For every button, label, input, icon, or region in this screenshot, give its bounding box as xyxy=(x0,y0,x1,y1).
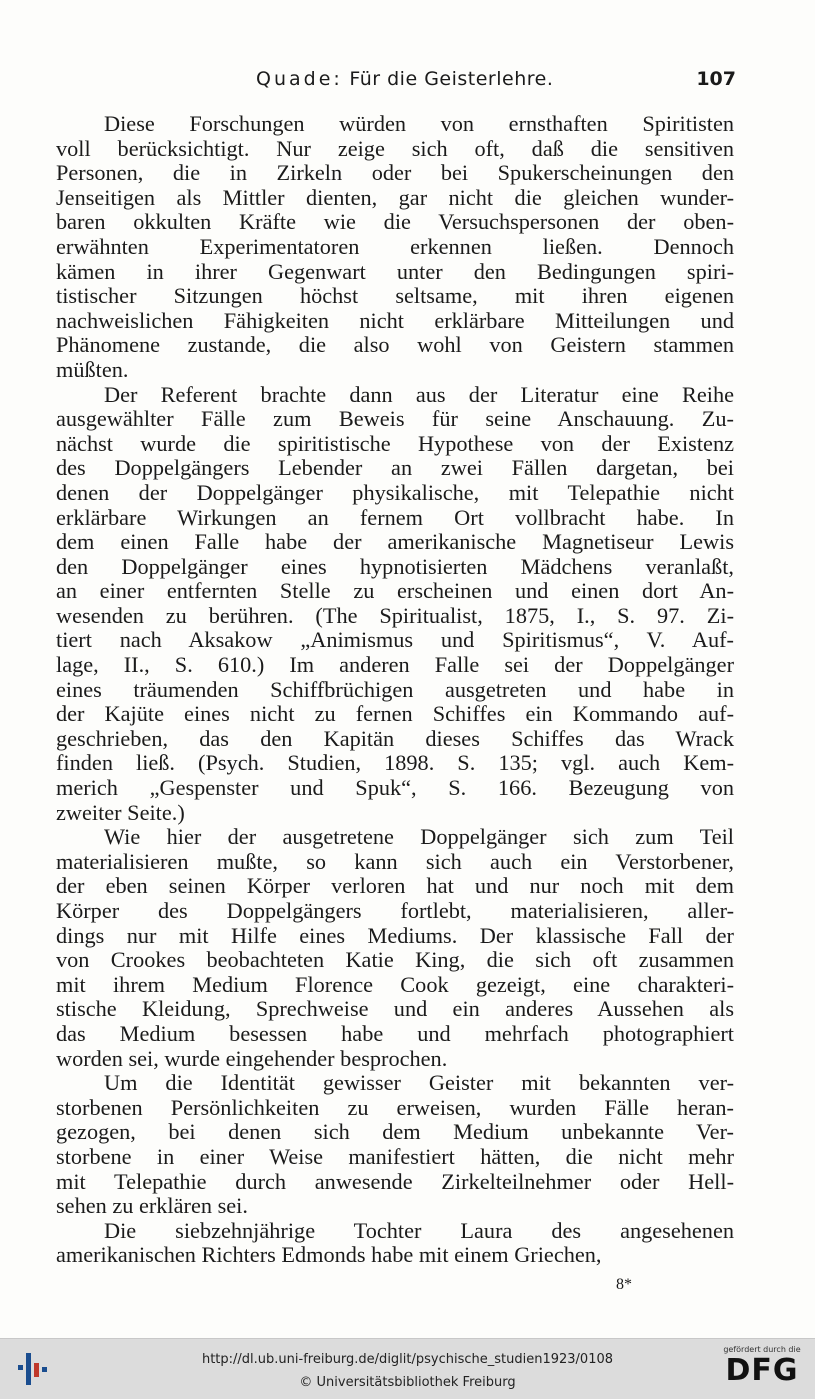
text-line: worden sei, wurde eingehender besprochen. xyxy=(56,1045,448,1071)
text-line: merich „Gespenster und Spuk“, S. 166. Bezeugung von xyxy=(56,775,734,801)
dfg-mark: DFG xyxy=(725,1353,799,1388)
text-line: erwähnten Experimentatoren erkennen ließen. Dennoch xyxy=(56,233,734,259)
text-line: Die siebzehnjährige Tochter Laura des angesehenen xyxy=(104,1217,734,1243)
text-line: dem einen Falle habe der amerikanische Magnetiseur Lewis xyxy=(56,529,734,555)
text-line: den Doppelgänger eines hypnotisierten Mädchens veranlaßt, xyxy=(56,553,734,579)
paragraph xyxy=(56,1219,734,1268)
text-line: mit Telepathie durch anwesende Zirkelteilnehmer oder Hell- xyxy=(56,1168,734,1194)
paragraph xyxy=(56,112,734,383)
text-line: Diese Forschungen würden von ernsthaften Spiritisten xyxy=(104,111,734,136)
text-line: sehen zu erklären sei. xyxy=(56,1193,248,1219)
text-line: an einer entfernten Stelle zu erscheinen und einen dort An- xyxy=(56,578,734,604)
text-line: geschrieben, das den Kapitän dieses Schiffes das Wrack xyxy=(56,725,734,751)
text-line: der eben seinen Körper verloren hat und nur noch mit dem xyxy=(56,873,734,899)
text-line: Wie hier der ausgetretene Doppelgänger sich zum Teil xyxy=(104,824,734,850)
signature-mark: 8* xyxy=(616,1276,632,1293)
text-line: der Kajüte eines nicht zu fernen Schiffes ein Kommando auf- xyxy=(56,701,734,727)
text-line: stische Kleidung, Sprechweise und ein anderes Aussehen als xyxy=(56,996,734,1022)
footer-copyright: © Universitätsbibliothek Freiburg xyxy=(299,1375,516,1390)
text-line: des Doppelgängers Lebender an zwei Fällen dargetan, bei xyxy=(56,455,734,481)
running-head xyxy=(56,68,736,98)
paragraph xyxy=(56,825,734,1071)
text-line: storbenen Persönlichkeiten zu erweisen, wurden Fälle heran- xyxy=(56,1094,734,1120)
page-number: 107 xyxy=(696,68,736,90)
text-line: Körper des Doppelgängers fortlebt, materialisieren, aller- xyxy=(56,898,734,923)
paragraph xyxy=(56,1071,734,1219)
text-line: mit ihrem Medium Florence Cook gezeigt, eine charakteri- xyxy=(56,971,734,997)
text-line: gezogen, bei denen sich dem Medium unbekannte Ver- xyxy=(56,1119,734,1145)
body-text xyxy=(56,112,734,1268)
text-line: Der Referent brachte dann aus der Literatur eine Reihe xyxy=(104,381,734,407)
text-line: von Crookes beobachteten Katie King, die sich oft zusammen xyxy=(56,947,734,973)
text-line: denen der Doppelgänger physikalische, mit Telepathie nicht xyxy=(56,479,734,505)
text-line: finden ließ. (Psych. Studien, 1898. S. 135; vgl. auch Kem- xyxy=(56,750,734,776)
text-line: erklärbare Wirkungen an fernem Ort vollbracht habe. In xyxy=(56,504,734,530)
running-title xyxy=(256,68,553,90)
dfg-logo[interactable] xyxy=(719,1345,805,1393)
text-line: müßten. xyxy=(56,356,129,382)
text-line: tistischer Sitzungen höchst seltsame, mit ihren eigenen xyxy=(56,283,734,309)
text-line: kämen in ihrer Gegenwart unter den Bedingungen spiri- xyxy=(56,258,734,284)
paragraph xyxy=(56,383,734,826)
text-line: nächst wurde die spiritistische Hypothese von der Existenz xyxy=(56,430,734,456)
text-line: Phänomene zustande, die also wohl von Geistern stammen xyxy=(56,332,734,358)
text-line: amerikanischen Richters Edmonds habe mit einem Griechen, xyxy=(56,1242,602,1268)
running-title-text: Für die Geisterlehre. xyxy=(342,68,554,90)
text-line: Um die Identität gewisser Geister mit bekannten ver- xyxy=(104,1070,734,1096)
text-line: eines träumenden Schiffbrüchigen ausgetreten und habe in xyxy=(56,676,734,702)
text-line: voll berücksichtigt. Nur zeige sich oft, daß die sensitiven xyxy=(56,135,734,161)
text-line: baren okkulten Kräfte wie die Versuchspersonen der oben- xyxy=(56,209,734,235)
footer-url-link[interactable]: http://dl.ub.uni-freiburg.de/diglit/psychische_studien1923/0108 xyxy=(201,1352,614,1367)
footer-bar xyxy=(0,1338,815,1399)
text-line: storbene in einer Weise manifestiert hätten, die nicht mehr xyxy=(56,1143,734,1169)
text-line: dings nur mit Hilfe eines Mediums. Der klassische Fall der xyxy=(56,922,734,948)
text-line: Personen, die in Zirkeln oder bei Spukerscheinungen den xyxy=(56,160,734,186)
dfg-funded-label: gefördert durch die xyxy=(723,1345,801,1354)
text-line: Jenseitigen als Mittler dienten, gar nicht die gleichen wunder- xyxy=(56,184,734,210)
text-line: nachweislichen Fähigkeiten nicht erklärbare Mitteilungen und xyxy=(56,307,734,333)
text-line: tiert nach Aksakow „Animismus und Spiritismus“, V. Auf- xyxy=(56,627,734,653)
text-line: lage, II., S. 610.) Im anderen Falle sei der Doppelgänger xyxy=(56,652,734,678)
running-author: Quade: xyxy=(256,68,343,90)
text-line: das Medium besessen habe und mehrfach photographiert xyxy=(56,1020,734,1046)
text-line: zweiter Seite.) xyxy=(56,799,185,825)
text-line: ausgewählter Fälle zum Beweis für seine Anschauung. Zu- xyxy=(56,406,734,432)
text-line: wesenden zu berühren. (The Spiritualist, 1875, I., S. 97. Zi- xyxy=(56,602,734,628)
text-line: materialisieren mußte, so kann sich auch ein Verstorbener, xyxy=(56,848,734,874)
